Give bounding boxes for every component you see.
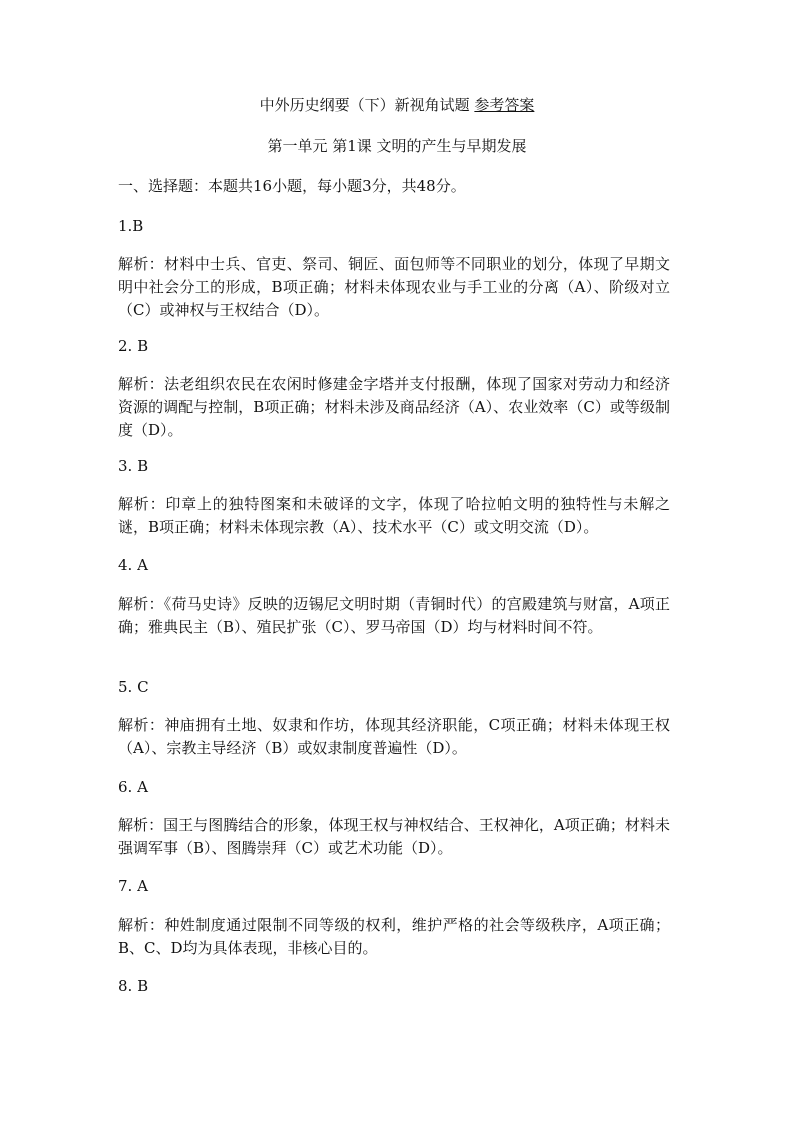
answer-1: 1.B: [118, 217, 144, 235]
answer-4: 4. A: [118, 556, 148, 574]
document-title: [0, 95, 794, 115]
explanation-3: 解析：印章上的独特图案和未破译的文字，体现了哈拉帕文明的独特性与未解之谜，B项正确；材料未体现宗教（A）、技术水平（C）或文明交流（D）。: [118, 495, 670, 536]
answer-key-label: 参考答案: [474, 96, 535, 114]
answer-2: 2. B: [118, 337, 149, 355]
answer-3: 3. B: [118, 457, 149, 475]
answer-8: 8. B: [118, 977, 149, 995]
explanation-6: 解析：国王与图腾结合的形象，体现王权与神权结合、王权神化，A项正确；材料未强调军事（B）、图腾崇拜（C）或艺术功能（D）。: [118, 816, 670, 857]
explanation-2: 解析：法老组织农民在农闲时修建金字塔并支付报酬，体现了国家对劳动力和经济资源的调配与控制，B项正确；材料未涉及商品经济（A）、农业效率（C）或等级制度（D）。: [118, 375, 670, 439]
lesson-subtitle: 第一单元 第1课 文明的产生与早期发展: [267, 137, 527, 155]
explanation-1: 解析：材料中士兵、官吏、祭司、铜匠、面包师等不同职业的划分，体现了早期文明中社会分工的形成，B项正确；材料未体现农业与手工业的分离（A）、阶级对立（C）或神权与王权结合（D）。: [118, 255, 670, 319]
answer-5: 5. C: [118, 678, 149, 696]
title-text: 中外历史纲要（下）新视角试题: [259, 96, 475, 114]
explanation-5: 解析：神庙拥有土地、奴隶和作坊，体现其经济职能，C项正确；材料未体现王权（A）、宗教主导经济（B）或奴隶制度普遍性（D）。: [118, 716, 670, 757]
explanation-7: 解析：种姓制度通过限制不同等级的权利，维护严格的社会等级秩序，A项正确；B、C、D均为具体表现，非核心目的。: [118, 916, 670, 957]
answer-6: 6. A: [118, 778, 148, 796]
explanation-4: 解析：《荷马史诗》反映的迈锡尼文明时期（青铜时代）的宫殿建筑与财富，A项正确；雅典民主（B）、殖民扩张（C）、罗马帝国（D）均与材料时间不符。: [118, 595, 670, 636]
section-heading: 一、选择题：本题共16小题，每小题3分，共48分。: [118, 177, 466, 195]
answer-7: 7. A: [118, 877, 148, 895]
